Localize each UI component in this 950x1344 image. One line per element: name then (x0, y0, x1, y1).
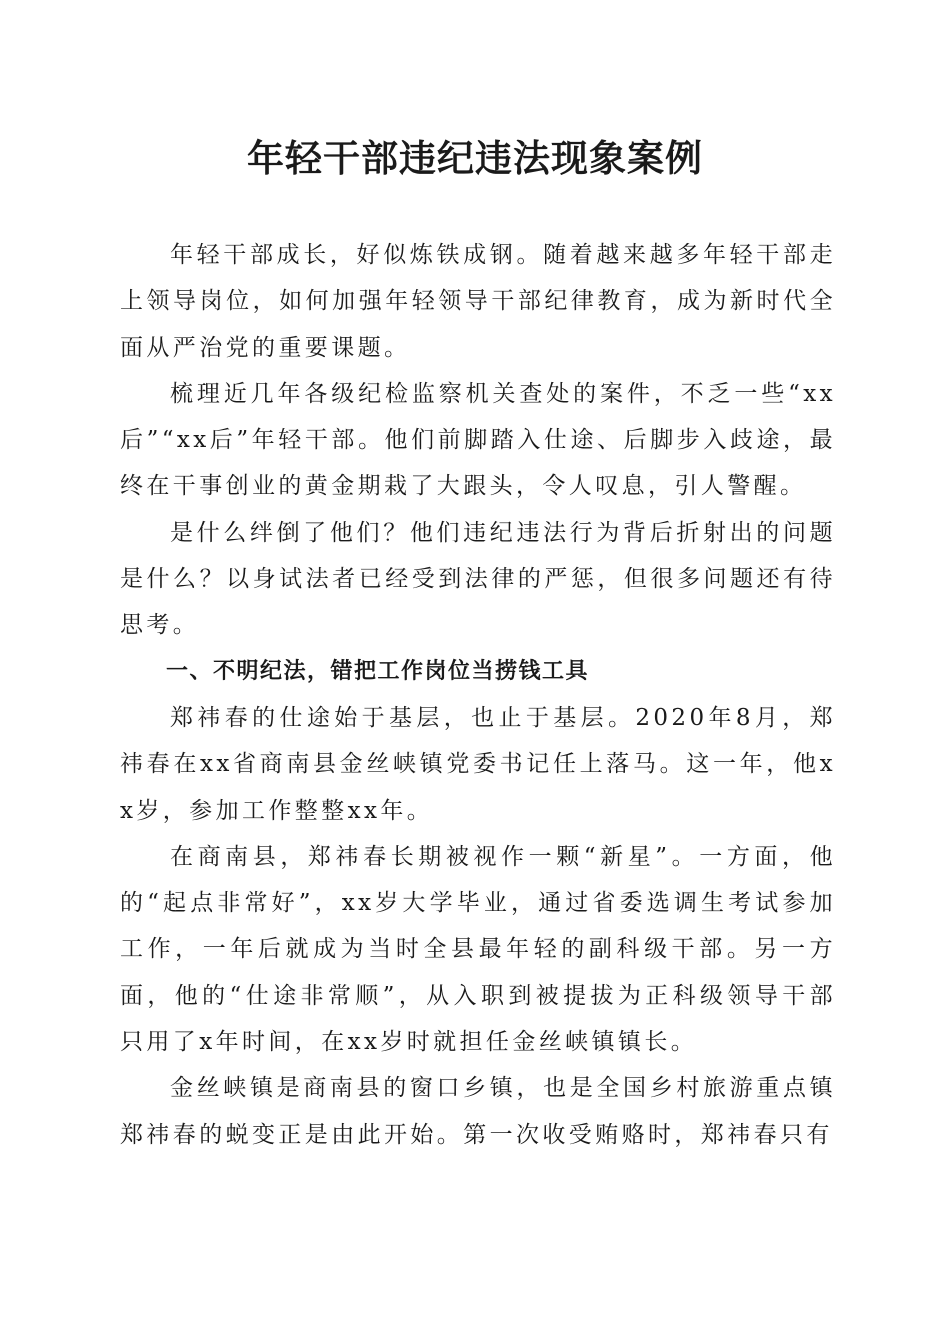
intro-paragraph: 年轻干部成长，好似炼铁成钢。随着越来越多年轻干部走上领导岗位，如何加强年轻领导干部纪律教育，成为新时代全面从严治党的重要课题。 (120, 242, 836, 361)
case-paragraph: 郑祎春的仕途始于基层，也止于基层。2020年8月，郑祎春在xx省商南县金丝峡镇党委书记任上落马。这一年，他xx岁，参加工作整整xx年。 (120, 704, 836, 824)
section-heading: 一、不明纪法，错把工作岗位当捞钱工具 (166, 658, 590, 684)
case-paragraph: 金丝峡镇是商南县的窗口乡镇，也是全国乡村旅游重点镇郑祎春的蜕变正是由此开始。第一次收受贿赂时，郑祎春只有 (120, 1075, 836, 1148)
case-paragraph: 在商南县，郑祎春长期被视作一颗“新星”。一方面，他的“起点非常好”，xx岁大学毕业，通过省委选调生考试参加工作，一年后就成为当时全县最年轻的副科级干部。另一方面，他的“仕途非常顺”，从入职到被提拔为正科级领导干部只用了x年时间，在xx岁时就担任金丝峡镇镇长。 (120, 843, 836, 1056)
document-title: 年轻干部违纪违法现象案例 (247, 136, 703, 180)
document-body (120, 232, 836, 1158)
reflection-paragraph: 是什么绊倒了他们？他们违纪违法行为背后折射出的问题是什么？以身试法者已经受到法律的严惩，但很多问题还有待思考。 (120, 519, 836, 639)
cases-overview-paragraph: 梳理近几年各级纪检监察机关查处的案件，不乏一些“xx后”“xx后”年轻干部。他们前脚踏入仕途、后脚步入歧途，最终在干事创业的黄金期栽了大跟头，令人叹息，引人警醒。 (120, 380, 836, 500)
